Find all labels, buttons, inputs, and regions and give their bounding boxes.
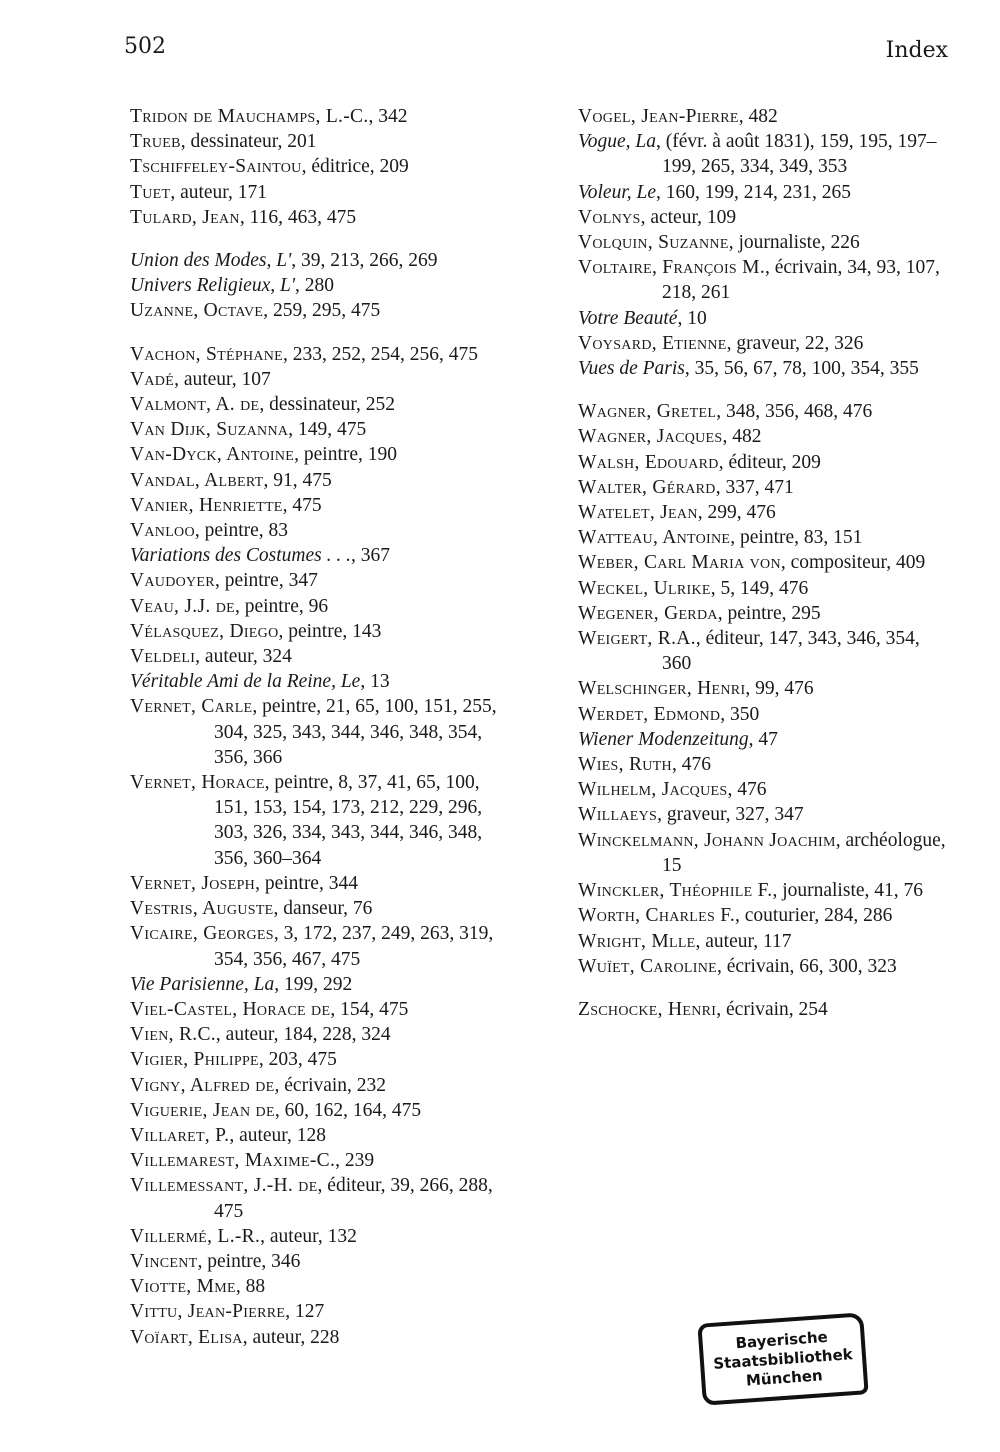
entry-name: Weigert, R.A. <box>578 628 696 650</box>
entry-pages: , 13 <box>360 671 390 693</box>
entry-pages: , 10 <box>677 307 707 329</box>
index-entry <box>130 392 505 417</box>
index-entry <box>578 424 950 449</box>
entry-pages: , 475 <box>282 494 322 516</box>
index-entry <box>130 248 505 273</box>
entry-pages: , 299, 476 <box>697 502 776 524</box>
running-head: Index <box>885 38 948 63</box>
entry-pages: , acteur, 109 <box>640 206 737 228</box>
index-entry <box>578 500 950 525</box>
entry-name: Vernet, Carle <box>130 696 253 718</box>
entry-pages: , éditeur, 39, 266, 288, 475 <box>214 1175 493 1222</box>
entry-pages: , 149, 475 <box>288 419 367 441</box>
entry-name: Wright, Mlle <box>578 930 696 952</box>
index-entry <box>578 626 950 676</box>
entry-pages: , écrivain, 232 <box>274 1074 387 1096</box>
index-entry <box>578 356 950 381</box>
index-entry <box>130 1299 505 1324</box>
entry-name: Vaudoyer <box>130 570 215 592</box>
entry-name: Vanier, Henriette <box>130 494 283 516</box>
index-entry <box>130 1073 505 1098</box>
index-column-right <box>578 104 950 1022</box>
index-entry <box>130 1173 505 1223</box>
stamp-line: München <box>745 1365 824 1390</box>
index-entry <box>130 669 505 694</box>
index-entry <box>578 331 950 356</box>
index-entry <box>578 525 950 550</box>
entry-name: Werdet, Edmond <box>578 703 721 725</box>
entry-pages: , dessinateur, 201 <box>180 131 317 153</box>
entry-name: Watteau, Antoine <box>578 527 731 549</box>
entry-pages: , 99, 476 <box>745 678 814 700</box>
index-entry <box>130 594 505 619</box>
entry-name: Weber, Carl Maria von <box>578 552 781 574</box>
entry-pages: , auteur, 117 <box>695 930 792 952</box>
entry-name: Vogel, Jean-Pierre <box>578 106 739 127</box>
entry-pages: , peintre, 295 <box>717 602 821 624</box>
index-entry <box>578 399 950 424</box>
index-entry <box>130 619 505 644</box>
index-entry <box>130 518 505 543</box>
entry-pages: , auteur, 128 <box>229 1124 327 1146</box>
index-entry <box>130 273 505 298</box>
index-entry <box>578 954 950 979</box>
entry-name: Wies, Ruth <box>578 754 672 776</box>
entry-pages: , 127 <box>285 1301 325 1323</box>
entry-name: Viel-Castel, Horace de <box>130 998 331 1020</box>
entry-name: Vanloo <box>130 520 195 542</box>
index-entry <box>130 417 505 442</box>
entry-pages: , auteur, 132 <box>260 1225 357 1247</box>
index-entry <box>578 777 950 802</box>
entry-pages: , 239 <box>335 1150 375 1172</box>
entry-pages: , 259, 295, 475 <box>263 300 381 322</box>
index-entry <box>130 442 505 467</box>
entry-pages: , peintre, 83, 151 <box>730 527 863 549</box>
entry-name: Willaeys <box>578 804 658 826</box>
entry-pages: , 203, 475 <box>258 1049 337 1071</box>
index-entry <box>130 543 505 568</box>
entry-pages: , 476 <box>671 754 711 776</box>
index-entry <box>578 205 950 230</box>
entry-pages: , 5, 149, 476 <box>710 577 809 599</box>
entry-name: Winckler, Théophile F. <box>578 880 773 902</box>
index-entry <box>130 997 505 1022</box>
entry-name: Vadé <box>130 368 175 390</box>
entry-pages: , journaliste, 41, 76 <box>772 880 924 902</box>
library-stamp <box>697 1312 868 1405</box>
entry-pages: , peintre, 83 <box>194 520 289 542</box>
index-entry <box>578 878 950 903</box>
index-entry <box>578 180 950 205</box>
index-entry <box>130 1274 505 1299</box>
index-entry <box>130 644 505 669</box>
entry-pages: , 337, 471 <box>715 476 794 498</box>
entry-pages: , couturier, 284, 286 <box>735 905 893 927</box>
index-column-left <box>130 104 505 1350</box>
entry-pages: , 116, 463, 475 <box>239 206 357 228</box>
index-entry <box>130 694 505 770</box>
entry-pages: , 350 <box>720 703 760 725</box>
entry-title: Vie Parisienne, La <box>130 973 275 995</box>
entry-pages: , 60, 162, 164, 475 <box>274 1099 422 1121</box>
entry-name: Veldeli <box>130 646 196 668</box>
index-entry <box>578 752 950 777</box>
index-entry <box>130 298 505 323</box>
index-entry <box>578 929 950 954</box>
stamp-line: Bayerische <box>734 1327 829 1352</box>
entry-name: Walter, Gérard <box>578 476 716 498</box>
entry-name: Vernet, Horace <box>130 772 265 794</box>
entry-pages: , auteur, 171 <box>170 181 268 203</box>
entry-name: Viotte, Mme <box>130 1276 236 1298</box>
entry-name: Zschocke, Henri <box>578 998 717 1020</box>
entry-title: Véritable Ami de la Reine, Le <box>130 671 361 693</box>
index-entry <box>578 828 950 878</box>
index-entry <box>578 997 950 1022</box>
entry-pages: , 342 <box>368 106 408 127</box>
entry-pages: , peintre, 21, 65, 100, 151, 255, 304, 325, 343, 344, 346, 348, 354, 356, 366 <box>214 696 497 768</box>
entry-name: Vittu, Jean-Pierre <box>130 1301 286 1323</box>
entry-pages: , peintre, 96 <box>234 595 329 617</box>
entry-pages: , (févr. à août 1831), 159, 195, 197–199, 265, 334, 349, 353 <box>656 131 937 178</box>
entry-pages: , 476 <box>727 779 767 801</box>
entry-pages: , éditeur, 147, 343, 346, 354, 360 <box>662 628 920 675</box>
index-entry <box>578 676 950 701</box>
index-entry <box>578 230 950 255</box>
entry-title: Union des Modes, L' <box>130 250 292 272</box>
entry-pages: , danseur, 76 <box>273 898 373 920</box>
entry-name: Villemarest, Maxime-C. <box>130 1150 336 1172</box>
entry-name: Wagner, Jacques <box>578 426 723 448</box>
entry-name: Tulard, Jean <box>130 206 240 228</box>
entry-name: Vandal, Albert <box>130 469 264 491</box>
index-entry <box>130 342 505 367</box>
entry-pages: , graveur, 327, 347 <box>657 804 804 826</box>
entry-name: Van Dijk, Suzanna <box>130 419 289 441</box>
index-entry <box>130 770 505 871</box>
entry-pages: , peintre, 346 <box>197 1250 301 1272</box>
entry-name: Vicaire, Georges <box>130 923 274 945</box>
page-number: 502 <box>124 34 166 59</box>
entry-name: Wegener, Gerda <box>578 602 718 624</box>
entry-pages: , 91, 475 <box>263 469 332 491</box>
entry-pages: , archéologue, 15 <box>662 829 946 876</box>
stamp-line: Staatsbibliothek <box>712 1344 854 1373</box>
entry-pages: , peintre, 8, 37, 41, 65, 100, 151, 153, 154, 173, 212, 229, 296, 303, 326, 334, 343, 344, 346, 348, 356, 360–364 <box>214 772 483 869</box>
entry-title: Univers Religieux, L' <box>130 275 296 297</box>
entry-name: Villermé, L.-R. <box>130 1225 261 1247</box>
index-entry <box>578 475 950 500</box>
entry-pages: , éditrice, 209 <box>301 156 409 178</box>
entry-name: Tridon de Mauchamps, L.-C. <box>130 106 369 127</box>
entry-name: Voïart, Elisa <box>130 1326 243 1348</box>
entry-pages: , 233, 252, 254, 256, 475 <box>283 343 479 365</box>
entry-name: Wuïet, Caroline <box>578 955 717 977</box>
index-entry <box>130 1123 505 1148</box>
index-entry <box>130 180 505 205</box>
index-entry <box>130 871 505 896</box>
entry-name: Walsh, Edouard <box>578 451 719 473</box>
entry-name: Wilhelm, Jacques <box>578 779 728 801</box>
entry-name: Trueb <box>130 131 181 153</box>
entry-name: Vincent <box>130 1250 198 1272</box>
entry-name: Watelet, Jean <box>578 502 698 524</box>
entry-title: Votre Beauté <box>578 307 678 329</box>
entry-name: Veau, J.J. de <box>130 595 235 617</box>
entry-pages: , 367 <box>351 545 391 567</box>
entry-pages: , écrivain, 34, 93, 107, 218, 261 <box>662 257 940 304</box>
entry-pages: , 199, 292 <box>274 973 353 995</box>
entry-title: Vogue, La <box>578 131 656 153</box>
index-entry <box>578 450 950 475</box>
entry-name: Voltaire, François M. <box>578 257 765 279</box>
entry-name: Vigny, Alfred de <box>130 1074 275 1096</box>
index-entry <box>130 1022 505 1047</box>
entry-name: Winckelmann, Johann Joachim <box>578 829 836 851</box>
entry-pages: , 3, 172, 237, 249, 263, 319, 354, 356, 467, 475 <box>214 923 494 970</box>
entry-name: Voysard, Etienne <box>578 332 727 354</box>
entry-pages: , éditeur, 209 <box>718 451 821 473</box>
index-entry <box>578 802 950 827</box>
entry-title: Voleur, Le <box>578 181 656 203</box>
entry-name: Welschinger, Henri <box>578 678 746 700</box>
entry-name: Villaret, P. <box>130 1124 230 1146</box>
index-entry <box>578 104 950 129</box>
index-entry <box>130 468 505 493</box>
entry-name: Vachon, Stéphane <box>130 343 284 365</box>
index-entry <box>578 255 950 305</box>
entry-pages: , dessinateur, 252 <box>259 394 396 416</box>
index-entry <box>130 1148 505 1173</box>
entry-pages: , auteur, 107 <box>174 368 271 390</box>
index-entry <box>130 1249 505 1274</box>
entry-title: Wiener Modenzeitung <box>578 728 749 750</box>
entry-title: Variations des Costumes . . . <box>130 545 352 567</box>
index-entry <box>578 306 950 331</box>
entry-name: Valmont, A. de <box>130 394 260 416</box>
entry-title: Vues de Paris <box>578 358 685 380</box>
index-entry <box>130 568 505 593</box>
entry-pages: , écrivain, 254 <box>716 998 828 1020</box>
entry-name: Tuet <box>130 181 171 203</box>
index-entry <box>578 702 950 727</box>
index-entry <box>578 727 950 752</box>
index-entry <box>130 921 505 971</box>
entry-name: Weckel, Ulrike <box>578 577 711 599</box>
entry-pages: , 35, 56, 67, 78, 100, 354, 355 <box>684 358 919 380</box>
entry-pages: , peintre, 344 <box>255 872 358 894</box>
index-entry <box>130 1098 505 1123</box>
entry-pages: , auteur, 228 <box>242 1326 340 1348</box>
entry-pages: , auteur, 324 <box>195 646 292 668</box>
index-entry <box>130 896 505 921</box>
entry-pages: , peintre, 190 <box>294 444 398 466</box>
index-entry <box>130 1325 505 1350</box>
entry-name: Volnys <box>578 206 641 228</box>
index-entry <box>130 1047 505 1072</box>
entry-pages: , graveur, 22, 326 <box>726 332 864 354</box>
index-entry <box>578 129 950 179</box>
entry-name: Vélasquez, Diego <box>130 620 279 642</box>
index-entry <box>130 972 505 997</box>
entry-pages: , auteur, 184, 228, 324 <box>215 1024 391 1046</box>
entry-pages: , 88 <box>235 1276 266 1298</box>
entry-pages: , 280 <box>295 275 335 297</box>
entry-pages: , 348, 356, 468, 476 <box>716 401 873 423</box>
index-entry <box>130 154 505 179</box>
index-entry <box>130 1224 505 1249</box>
entry-pages: , peintre, 143 <box>278 620 382 642</box>
index-entry <box>130 205 505 230</box>
index-entry <box>130 129 505 154</box>
entry-name: Wagner, Gretel <box>578 401 717 423</box>
entry-name: Uzanne, Octave <box>130 300 264 322</box>
entry-pages: , 154, 475 <box>330 998 409 1020</box>
entry-name: Vestris, Auguste <box>130 898 274 920</box>
entry-pages: , écrivain, 66, 300, 323 <box>716 955 897 977</box>
entry-pages: , 160, 199, 214, 231, 265 <box>656 181 851 203</box>
index-entry <box>130 367 505 392</box>
index-entry <box>130 104 505 129</box>
entry-name: Vien, R.C. <box>130 1024 216 1046</box>
entry-pages: , 39, 213, 266, 269 <box>291 250 438 272</box>
entry-name: Viguerie, Jean de <box>130 1099 275 1121</box>
index-entry <box>578 576 950 601</box>
entry-name: Vernet, Joseph <box>130 872 256 894</box>
entry-name: Vigier, Philippe <box>130 1049 259 1071</box>
entry-pages: , 482 <box>738 106 778 127</box>
entry-pages: , 482 <box>722 426 762 448</box>
entry-name: Villemessant, J.-H. de <box>130 1175 318 1197</box>
entry-pages: , 47 <box>748 728 778 750</box>
entry-pages: , compositeur, 409 <box>780 552 926 574</box>
entry-name: Van-Dyck, Antoine <box>130 444 295 466</box>
entry-name: Volquin, Suzanne <box>578 232 729 254</box>
index-entry <box>578 601 950 626</box>
index-entry <box>578 903 950 928</box>
entry-name: Tschiffeley-Saintou <box>130 156 302 178</box>
entry-pages: , journaliste, 226 <box>728 232 860 254</box>
index-entry <box>130 493 505 518</box>
entry-name: Worth, Charles F. <box>578 905 736 927</box>
entry-pages: , peintre, 347 <box>214 570 318 592</box>
index-entry <box>578 550 950 575</box>
